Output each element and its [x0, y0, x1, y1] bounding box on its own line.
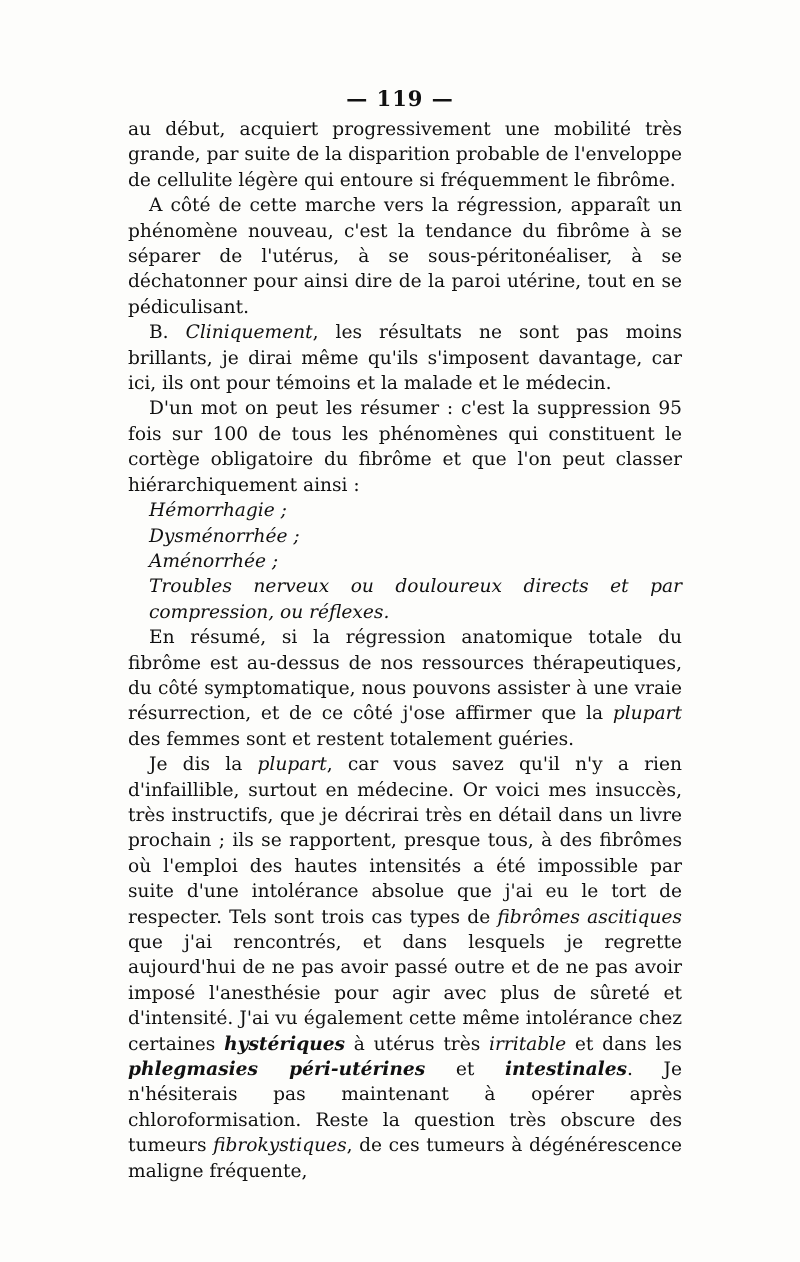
paragraph-6-text-c: que j'ai rencontrés, et dans lesquels je regrette aujourd'hui de ne pas avoir passé outre et de ne pas avoir imposé l'anesthésie pour agir avec plus de sûreté et d'intensité. J'ai vu également cette même intolérance chez certaines [128, 932, 682, 1055]
paragraph-6-text-a: Je dis la [149, 754, 258, 776]
bold-italic-term: phlegmasies péri-utérines [128, 1059, 426, 1081]
list-item: Dysménorrhée ; [149, 525, 300, 547]
list-item: Troubles nerveux ou douloureux directs et par compression, ou réflexes. [149, 576, 682, 623]
italic-term: plupart [257, 754, 327, 776]
paragraph-3-text: , les résultats ne sont pas moins brillants, je dirai même qu'ils s'imposent davantage, car ici, ils ont pour témoins et la malade et le médecin. [128, 322, 682, 395]
paragraph-6-text-b: , car vous savez qu'il n'y a rien d'infaillible, surtout en médecine. Or voici mes insuccès, très instructifs, que je décrirai très en détail dans un livre prochain ; ils se rapportent, presque tous, à des fibrômes où l'emploi des hautes intensités a été impossible par suite d'une intolérance absolue que j'ai eu le tort de respecter. Tels sont trois cas types de [128, 754, 682, 928]
paragraph-5-text-b: des femmes sont et restent totalement guéries. [128, 728, 575, 750]
italic-term: fibrokystiques [213, 1135, 347, 1157]
bold-italic-term: hystériques [224, 1033, 346, 1055]
paragraph-5-text-a: En résumé, si la régression anatomique totale du fibrôme est au-dessus de nos ressources thérapeutiques, du côté symptomatique, nous pouvons assister à une vraie résurrection, et de ce côté j'ose affirmer que la [128, 627, 682, 725]
page-number: — 119 — [346, 86, 454, 111]
paragraph-6-text-g: . Je n'hésiterais pas maintenant à opérer après chloroformisation. Reste la question très obscure des tumeurs [128, 1059, 683, 1157]
paragraph-6-text-f: et [425, 1059, 505, 1081]
paragraph-6-text-h: , de ces tumeurs à dégénérescence maligne fréquente, [128, 1135, 683, 1182]
body-text [128, 117, 682, 1184]
italic-term: irritable [489, 1033, 567, 1055]
list-item: Aménorrhée ; [149, 550, 279, 572]
paragraph-6 [128, 752, 682, 1184]
paragraph-3 [128, 320, 682, 396]
italic-term: Cliniquement [185, 322, 313, 344]
paragraph-2: A côté de cette marche vers la régression, apparaît un phénomène nouveau, c'est la tendance du fibrôme à se séparer de l'utérus, à se sous-péritonéaliser, à se déchatonner pour ainsi dire de la paroi utérine, tout en se pédiculisant. [128, 195, 682, 318]
list-item: Hémorrhagie ; [149, 500, 287, 522]
italic-term: plupart [612, 703, 682, 725]
paragraph-5 [128, 625, 682, 752]
paragraph-1: au début, acquiert progressivement une mobilité très grande, par suite de la disparition probable de l'enveloppe de cellulite légère qui entoure si fréquemment le fibrôme. [128, 119, 682, 191]
paragraph-4: D'un mot on peut les résumer : c'est la suppression 95 fois sur 100 de tous les phénomènes qui constituent le cortège obligatoire du fibrôme et que l'on peut classer hiérarchiquement ainsi : [128, 398, 682, 496]
italic-term: fibrômes ascitiques [497, 906, 682, 928]
section-label: B. [149, 322, 169, 344]
bold-italic-term: intestinales [504, 1059, 627, 1081]
paragraph-6-text-e: et dans les [566, 1033, 682, 1055]
paragraph-6-text-d: à utérus très [345, 1033, 490, 1055]
